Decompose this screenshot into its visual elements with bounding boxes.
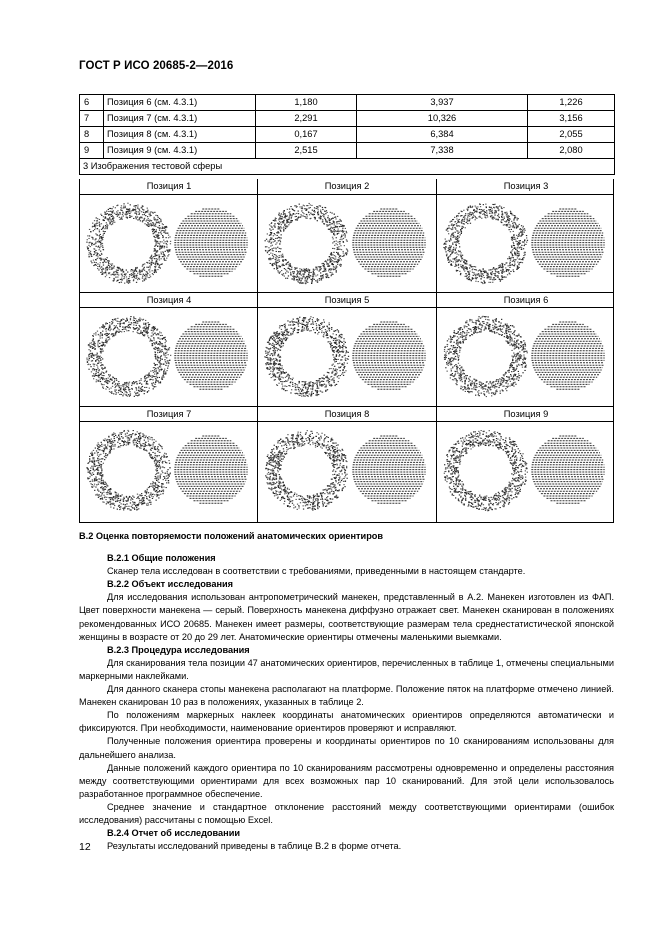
sphere-ring-scan <box>264 316 349 397</box>
position-label: Позиция 2 <box>324 181 370 191</box>
sphere-scan-image <box>258 195 435 292</box>
sphere-ring-scan <box>86 203 171 284</box>
sphere-ring-scan <box>444 316 528 397</box>
row-label: Позиция 9 (см. 4.3.1) <box>104 143 256 159</box>
subsection-heading: В.2.4 Отчет об исследовании <box>107 828 240 839</box>
position-label: Позиция 7 <box>146 409 192 419</box>
row-value-3: 2,055 <box>528 127 615 143</box>
position-label: Позиция 8 <box>324 409 370 419</box>
sphere-striped-scan <box>531 436 604 503</box>
paragraph: Сканер тела исследован в соответствии с требованиями, приведенными в настоящем стандарте. <box>107 566 526 577</box>
position-label: Позиция 6 <box>503 295 549 305</box>
sphere-scan-image <box>80 422 257 519</box>
row-value-3: 3,156 <box>528 111 615 127</box>
row-value-2: 3,937 <box>357 95 528 111</box>
position-label: Позиция 4 <box>146 295 192 305</box>
paragraph: Результаты исследований приведены в таблице В.2 в форме отчета. <box>107 841 402 852</box>
paragraph: Данные положений каждого ориентира по 10 сканированиям рассмотрены одновременно и определены расстояния между соответствующими ориентирами для всех возможных пар 10 сканирований. Для этой цели использовалось разработанное программное обеспечение. <box>79 762 614 799</box>
results-table <box>79 94 615 175</box>
section-b2 <box>79 530 614 853</box>
section-heading: В.2 Оценка повторяемости положений анатомических ориентиров <box>79 531 384 541</box>
sphere-scan-image <box>258 308 435 405</box>
row-value-2: 10,326 <box>357 111 528 127</box>
row-label: Позиция 6 (см. 4.3.1) <box>104 95 256 111</box>
row-label: Позиция 7 (см. 4.3.1) <box>104 111 256 127</box>
table-row <box>80 143 615 159</box>
sphere-scan-image <box>80 308 257 405</box>
subsection-heading: В.2.3 Процедура исследования <box>107 644 250 655</box>
sphere-scan-image <box>437 422 614 519</box>
sphere-striped-scan <box>531 322 604 389</box>
row-value-2: 7,338 <box>357 143 528 159</box>
position-label: Позиция 9 <box>503 409 549 419</box>
sphere-ring-scan <box>444 430 528 511</box>
row-number: 6 <box>80 95 104 111</box>
sphere-ring-scan <box>86 430 171 511</box>
sphere-ring-scan <box>443 204 528 285</box>
sphere-scan-image <box>258 422 435 519</box>
paragraph: Среднее значение и стандартное отклонение расстояний между соответствующими ориентирами (ошибок исследования) рассчитаны с помощью Excel. <box>79 801 614 825</box>
position-label: Позиция 1 <box>146 181 192 191</box>
position-label: Позиция 3 <box>503 181 549 191</box>
paragraph: Полученные положения ориентира проверены и координаты ориентиров по 10 сканированиям использованы для дальнейшего анализа. <box>79 736 614 760</box>
sphere-image-grid <box>79 179 614 523</box>
sphere-striped-scan <box>531 209 604 276</box>
sphere-striped-scan <box>174 436 247 503</box>
row-value-2: 6,384 <box>357 127 528 143</box>
subsection-heading: В.2.2 Объект исследования <box>107 579 234 590</box>
row-value-3: 1,226 <box>528 95 615 111</box>
position-label: Позиция 5 <box>324 295 370 305</box>
sphere-scan-image <box>80 195 257 292</box>
page-number: 12 <box>79 841 91 853</box>
sphere-ring-scan <box>265 203 349 284</box>
row-number: 8 <box>80 127 104 143</box>
paragraph: Для данного сканера стопы манекена располагают на платформе. Положение пяток на платформе отмечено линией. Манекен сканирован 10 раз в положениях, указанных в таблице 2. <box>79 684 614 708</box>
section-label: 3 Изображения тестовой сферы <box>80 159 615 175</box>
subsection-heading: В.2.1 Общие положения <box>107 553 216 564</box>
paragraph: Для исследования использован антропометрический манекен, представленный в А.2. Манекен изготовлен из ФАП. Цвет поверхности манекена — серый. Поверхность манекена диффузно отражает свет. Манекен сканирован в положениях рекомендованных ИСО 20685. Манекен имеет размеры, соответствующие размерам тела среднестатистической японской женщины в возрасте от 20 до 29 лет. Анатомические ориентиры отмечены маленькими выемками. <box>79 592 614 642</box>
sphere-ring-scan <box>265 430 348 511</box>
paragraph: По положениям маркерных наклеек координаты анатомических ориентиров определяются автоматически и фиксируются. При необходимости, наименование ориентиров проверяют и исправляют. <box>79 710 614 734</box>
sphere-ring-scan <box>86 316 171 397</box>
sphere-scan-image <box>437 195 614 292</box>
row-number: 7 <box>80 111 104 127</box>
section-row <box>80 159 615 175</box>
paragraph: Для сканирования тела позиции 47 анатомических ориентиров, перечисленных в таблице 1, отмечены специальными маркерными наклейками. <box>79 657 614 681</box>
sphere-striped-scan <box>174 322 247 389</box>
table-row <box>80 127 615 143</box>
table-row <box>80 111 615 127</box>
document-header: ГОСТ Р ИСО 20685-2—2016 <box>79 60 234 72</box>
row-value-1: 2,515 <box>256 143 357 159</box>
row-value-3: 2,080 <box>528 143 615 159</box>
row-label: Позиция 8 (см. 4.3.1) <box>104 127 256 143</box>
row-value-1: 1,180 <box>256 95 357 111</box>
sphere-scan-image <box>437 308 614 405</box>
row-value-1: 0,167 <box>256 127 357 143</box>
row-value-1: 2,291 <box>256 111 357 127</box>
sphere-striped-scan <box>352 209 425 276</box>
row-number: 9 <box>80 143 104 159</box>
sphere-striped-scan <box>174 209 247 276</box>
table-row <box>80 95 615 111</box>
sphere-striped-scan <box>352 436 425 503</box>
sphere-striped-scan <box>352 322 425 389</box>
